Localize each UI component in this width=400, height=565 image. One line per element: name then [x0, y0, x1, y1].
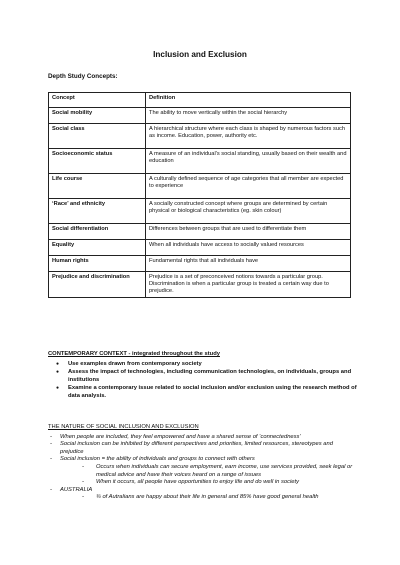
concept-term: ‘Race’ and ethnicity — [49, 199, 146, 224]
concept-definition: When all individuals have access to socially valued resources — [146, 240, 351, 256]
table-row — [49, 224, 351, 240]
header-concept: Concept — [49, 93, 146, 108]
list-item: ● Assess the impact of technologies, including communication technologies, on individuals, groups and institutions — [68, 369, 358, 384]
concept-term: Prejudice and discrimination — [49, 272, 146, 298]
list-item — [60, 487, 358, 502]
australia-sub-list — [60, 494, 358, 502]
concept-definition: A culturally defined sequence of age categories that all member are expected to experience — [146, 174, 351, 199]
list-item: - Social inclusion can be inhibited by different perspectives and priorities, limited resources, stereotypes and prejudice — [60, 441, 358, 456]
table-row — [49, 174, 351, 199]
page-title: Inclusion and Exclusion — [153, 50, 247, 59]
contemporary-context-heading: CONTEMPORARY CONTEXT - integrated throughout the study — [48, 351, 220, 357]
list-item-text: Social inclusion = the ability of individuals and groups to connect with others — [60, 456, 255, 463]
list-item: - ¾ of Autralians are happy about their life in general and 85% have good general health — [96, 494, 358, 502]
nature-section — [48, 424, 358, 502]
list-item: ● Use examples drawn from contemporary society — [68, 361, 358, 369]
australia-label: AUSTRALIA — [60, 486, 93, 493]
list-item: - When it occurs, all people have opportunities to enjoy life and do well in society — [96, 479, 358, 487]
list-item: - When people are included, they feel empowered and have a shared sense of ‘connectedness’ — [60, 434, 358, 442]
table-row — [49, 149, 351, 174]
concepts-table — [48, 92, 351, 298]
header-definition: Definition — [146, 93, 351, 108]
concept-definition: A hierarchical structure where each class is shaped by numerous factors such as income. Education, power, authority etc. — [146, 124, 351, 149]
concept-term: Social class — [49, 124, 146, 149]
depth-study-subheading: Depth Study Concepts: — [48, 73, 118, 80]
table-row — [49, 199, 351, 224]
concept-definition: Differences between groups that are used to differentiate them — [146, 224, 351, 240]
contemporary-bullet-list — [48, 361, 358, 401]
table-header-row — [49, 93, 351, 108]
table-row — [49, 256, 351, 272]
concept-definition: Prejudice is a set of preconceived notions towards a particular group. Discrimination is when a particular group is treated a certain way due to prejudice. — [146, 272, 351, 298]
concept-term: Socioeconomic status — [49, 149, 146, 174]
table-row — [49, 108, 351, 124]
list-item: ● Examine a contemporary issue related to social inclusion and/or exclusion using the research method of data analysis. — [68, 385, 358, 400]
contemporary-context-section — [48, 351, 358, 402]
concept-term: Equality — [49, 240, 146, 256]
list-item — [60, 456, 358, 486]
concept-definition: A socially constructed concept where groups are determined by certain physical or biological characteristics (eg. skin colour) — [146, 199, 351, 224]
concept-definition: Fundamental rights that all individuals have — [146, 256, 351, 272]
table-row — [49, 272, 351, 298]
concept-term: Social differentiation — [49, 224, 146, 240]
nature-heading: THE NATURE OF SOCIAL INCLUSION AND EXCLUSION — [48, 424, 199, 430]
concept-term: Life course — [49, 174, 146, 199]
concept-definition: A measure of an individual’s social standing, usually based on their wealth and education — [146, 149, 351, 174]
concept-term: Social mobility — [49, 108, 146, 124]
table-row — [49, 240, 351, 256]
nature-list — [48, 434, 358, 502]
nature-sub-list — [60, 464, 358, 487]
list-item: - Occurs when individuals can secure employment, earn income, use services provided, seek legal or medical advice and have their voices heard on a range of issues — [96, 464, 358, 479]
concept-definition: The ability to move vertically within the social hierarchy — [146, 108, 351, 124]
table-row — [49, 124, 351, 149]
concept-term: Human rights — [49, 256, 146, 272]
